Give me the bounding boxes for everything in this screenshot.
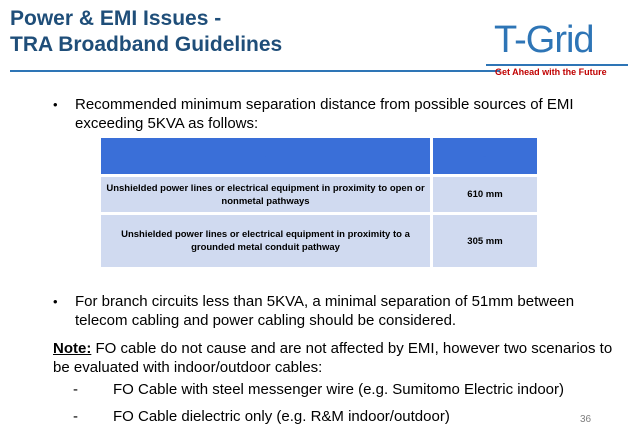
table-cell-condition: Unshielded power lines or electrical equipment in proximity to a grounded metal conduit pathway bbox=[101, 215, 430, 267]
table-row bbox=[101, 215, 537, 267]
scenario-text: FO Cable with steel messenger wire (e.g. Sumitomo Electric indoor) bbox=[113, 381, 564, 398]
table-header-cell: . bbox=[101, 138, 430, 174]
bullet-text: For branch circuits less than 5KVA, a minimal separation of 51mm between telecom cabling and power cabling should be considered. bbox=[75, 293, 575, 329]
table-header-cell: .. bbox=[433, 138, 537, 174]
logo-wordmark: T-Grid bbox=[494, 19, 594, 61]
title-underline bbox=[10, 70, 500, 72]
t-grid-logo bbox=[486, 18, 631, 82]
fo-cable-note bbox=[53, 339, 613, 377]
scenario-text: FO Cable dielectric only (e.g. R&M indoor/outdoor) bbox=[113, 408, 450, 425]
dash-marker: - bbox=[73, 408, 78, 425]
table-cell-distance: 610 mm bbox=[433, 177, 537, 212]
table-row bbox=[101, 177, 537, 212]
slide-title bbox=[10, 6, 420, 58]
logo-rule bbox=[486, 64, 628, 66]
separation-table bbox=[101, 138, 537, 267]
bullet-text: Recommended minimum separation distance from possible sources of EMI exceeding 5KVA as follows: bbox=[75, 96, 574, 132]
logo-tagline: Get Ahead with the Future bbox=[495, 67, 607, 77]
table-cell-distance: 305 mm bbox=[433, 215, 537, 267]
bullet-dot: • bbox=[53, 97, 58, 112]
bullet-dot: • bbox=[53, 294, 58, 309]
page-number: 36 bbox=[580, 414, 592, 425]
note-text: FO cable do not cause and are not affected by EMI, however two scenarios to be evaluated with indoor/outdoor cables: bbox=[53, 340, 613, 376]
slide-title-line-1: Power & EMI Issues - bbox=[10, 7, 222, 30]
table-cell-condition: Unshielded power lines or electrical equipment in proximity to open or nonmetal pathways bbox=[101, 177, 430, 212]
table-header-row bbox=[101, 138, 537, 174]
note-label: Note: bbox=[53, 340, 92, 357]
slide-title-line-2: TRA Broadband Guidelines bbox=[10, 33, 283, 56]
dash-marker: - bbox=[73, 381, 78, 398]
